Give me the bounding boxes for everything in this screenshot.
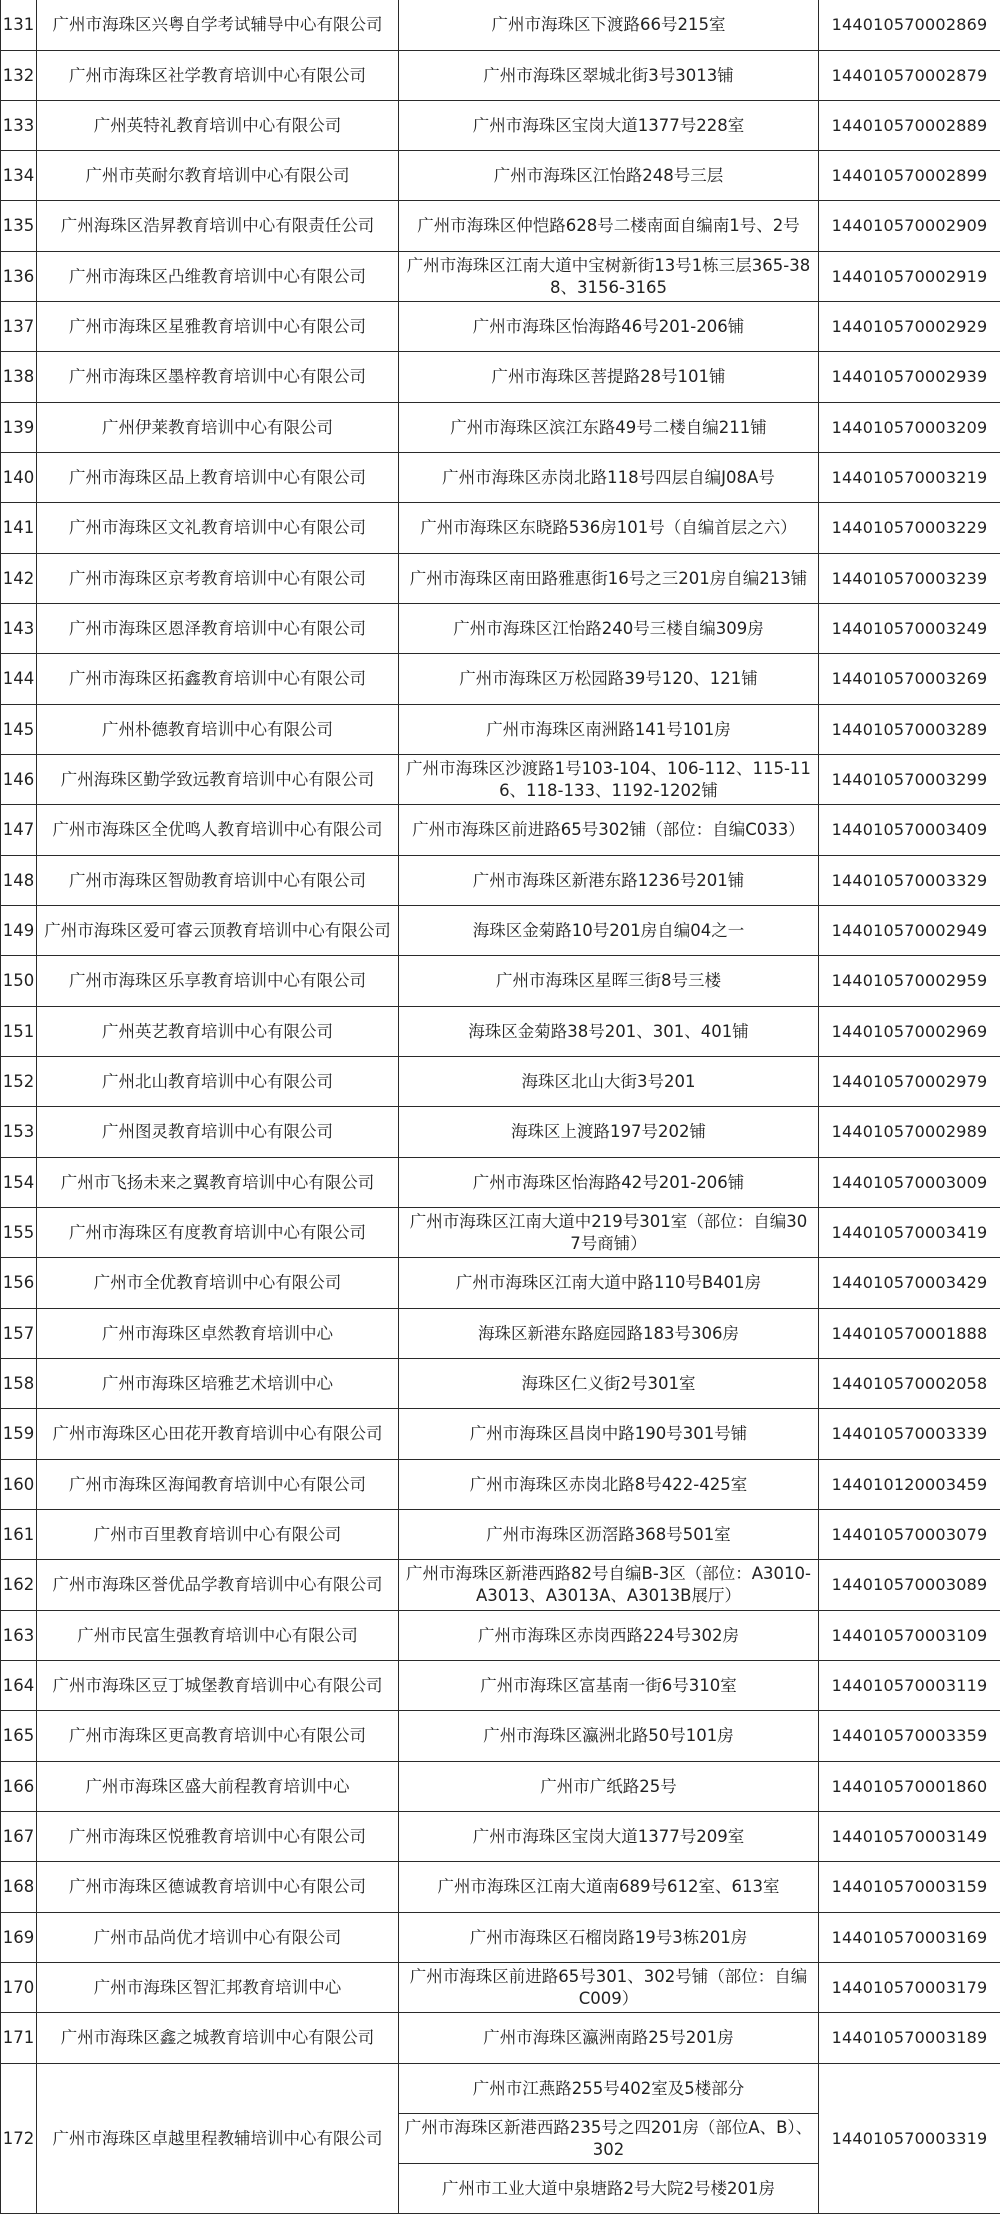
company-address: 广州市海珠区仲恺路628号二楼南面自编南1号、2号 <box>399 201 819 252</box>
company-address: 广州市海珠区滨江东路49号二楼自编211铺 <box>399 403 819 453</box>
row-number: 149 <box>1 906 37 956</box>
company-address: 广州市海珠区怡海路42号201-206铺 <box>399 1158 819 1208</box>
row-number: 132 <box>1 51 37 101</box>
table-row <box>1 1812 1000 1862</box>
registry-table-body <box>1 0 1000 2214</box>
company-name: 广州市民富生强教育培训中心有限公司 <box>37 1611 399 1661</box>
table-row <box>1 1208 1000 1258</box>
company-address: 广州市海珠区下渡路66号215室 <box>399 0 819 51</box>
company-name: 广州市海珠区豆丁城堡教育培训中心有限公司 <box>37 1661 399 1711</box>
registration-code: 144010570002919 <box>819 252 1000 302</box>
registration-code: 144010570002949 <box>819 906 1000 956</box>
table-row <box>1 705 1000 755</box>
row-number: 156 <box>1 1258 37 1309</box>
company-name: 广州市海珠区全优鸣人教育培训中心有限公司 <box>37 805 399 856</box>
company-address: 广州市江燕路255号402室及5楼部分 <box>399 2064 819 2114</box>
registration-code: 144010570003409 <box>819 805 1000 856</box>
row-number: 160 <box>1 1460 37 1510</box>
company-address: 广州市海珠区瀛洲北路50号101房 <box>399 1711 819 1762</box>
registration-code: 144010570003219 <box>819 453 1000 503</box>
company-name: 广州市海珠区鑫之城教育培训中心有限公司 <box>37 2013 399 2064</box>
company-address: 海珠区上渡路197号202铺 <box>399 1107 819 1158</box>
registration-code: 144010570002869 <box>819 0 1000 51</box>
company-address: 广州市海珠区南田路雅惠街16号之三201房自编213铺 <box>399 554 819 604</box>
row-number: 167 <box>1 1812 37 1862</box>
row-number: 155 <box>1 1208 37 1258</box>
table-row <box>1 1913 1000 1963</box>
row-number: 131 <box>1 0 37 51</box>
registration-code: 144010570002889 <box>819 101 1000 151</box>
company-address: 海珠区金菊路38号201、301、401铺 <box>399 1007 819 1057</box>
registration-code: 144010570003299 <box>819 755 1000 805</box>
registration-code: 144010570002879 <box>819 51 1000 101</box>
registration-code: 144010570003009 <box>819 1158 1000 1208</box>
company-address: 广州市海珠区昌岗中路190号301号铺 <box>399 1409 819 1460</box>
company-address: 广州市海珠区菩提路28号101铺 <box>399 352 819 403</box>
registration-code: 144010570003189 <box>819 2013 1000 2064</box>
table-row <box>1 1158 1000 1208</box>
company-name: 广州市海珠区乐享教育培训中心有限公司 <box>37 956 399 1007</box>
registration-code: 144010570003169 <box>819 1913 1000 1963</box>
company-name: 广州市海珠区社学教育培训中心有限公司 <box>37 51 399 101</box>
table-row <box>1 1661 1000 1711</box>
company-address: 广州市工业大道中泉塘路2号大院2号楼201房 <box>399 2164 819 2214</box>
table-row <box>1 1963 1000 2013</box>
company-address: 广州市海珠区赤岗西路224号302房 <box>399 1611 819 1661</box>
registration-code: 144010570001860 <box>819 1762 1000 1812</box>
company-name: 广州市海珠区兴粤自学考试辅导中心有限公司 <box>37 0 399 51</box>
row-number: 135 <box>1 201 37 252</box>
table-row <box>1 2013 1000 2064</box>
row-number: 166 <box>1 1762 37 1812</box>
registration-code: 144010570003209 <box>819 403 1000 453</box>
company-name: 广州市海珠区海闻教育培训中心有限公司 <box>37 1460 399 1510</box>
registration-code: 144010570002959 <box>819 956 1000 1007</box>
company-address: 广州市海珠区新港西路82号自编B-3区（部位：A3010-A3013、A3013A、A3013B展厅） <box>399 1560 819 1611</box>
registration-code: 144010570003249 <box>819 604 1000 654</box>
company-address: 广州市海珠区星晖三街8号三楼 <box>399 956 819 1007</box>
row-number: 164 <box>1 1661 37 1711</box>
company-address: 广州市海珠区万松园路39号120、121铺 <box>399 654 819 705</box>
registration-code: 144010570001888 <box>819 1309 1000 1359</box>
company-name: 广州图灵教育培训中心有限公司 <box>37 1107 399 1158</box>
company-name: 广州市海珠区誉优品学教育培训中心有限公司 <box>37 1560 399 1611</box>
table-row <box>1 453 1000 503</box>
company-name: 广州市百里教育培训中心有限公司 <box>37 1510 399 1560</box>
company-name: 广州海珠区勤学致远教育培训中心有限公司 <box>37 755 399 805</box>
table-row <box>1 1107 1000 1158</box>
company-name: 广州市海珠区拓鑫教育培训中心有限公司 <box>37 654 399 705</box>
registration-code: 144010570003319 <box>819 2064 1000 2214</box>
table-row <box>1 1762 1000 1812</box>
registration-code: 144010570003079 <box>819 1510 1000 1560</box>
company-address: 广州市海珠区富基南一街6号310室 <box>399 1661 819 1711</box>
registration-code: 144010570003419 <box>819 1208 1000 1258</box>
row-number: 150 <box>1 956 37 1007</box>
registration-code: 144010570002969 <box>819 1007 1000 1057</box>
company-name: 广州市海珠区心田花开教育培训中心有限公司 <box>37 1409 399 1460</box>
company-address: 广州市海珠区江南大道南689号612室、613室 <box>399 1862 819 1913</box>
registration-code: 144010570003159 <box>819 1862 1000 1913</box>
row-number: 157 <box>1 1309 37 1359</box>
registration-code: 144010570003429 <box>819 1258 1000 1309</box>
company-address: 广州市海珠区翠城北街3号3013铺 <box>399 51 819 101</box>
company-name: 广州海珠区浩昇教育培训中心有限责任公司 <box>37 201 399 252</box>
registration-code: 144010570003329 <box>819 856 1000 906</box>
registration-code: 144010570002058 <box>819 1359 1000 1409</box>
table-row <box>1 1057 1000 1107</box>
registration-code: 144010570003289 <box>819 705 1000 755</box>
row-number: 145 <box>1 705 37 755</box>
table-row <box>1 1862 1000 1913</box>
registration-code: 144010570002929 <box>819 302 1000 352</box>
company-name: 广州市海珠区卓然教育培训中心 <box>37 1309 399 1359</box>
table-row <box>1 302 1000 352</box>
row-number: 165 <box>1 1711 37 1762</box>
company-name: 广州市海珠区更高教育培训中心有限公司 <box>37 1711 399 1762</box>
table-row <box>1 101 1000 151</box>
table-row <box>1 151 1000 201</box>
company-name: 广州市海珠区文礼教育培训中心有限公司 <box>37 503 399 554</box>
table-row <box>1 1359 1000 1409</box>
table-row <box>1 1460 1000 1510</box>
company-name: 广州市海珠区盛大前程教育培训中心 <box>37 1762 399 1812</box>
company-address: 广州市海珠区赤岗北路118号四层自编J08A号 <box>399 453 819 503</box>
row-number: 142 <box>1 554 37 604</box>
company-address: 广州市海珠区宝岗大道1377号228室 <box>399 101 819 151</box>
registration-code: 144010570003239 <box>819 554 1000 604</box>
company-address: 广州市海珠区前进路65号302铺（部位：自编C033） <box>399 805 819 856</box>
registration-code: 144010570003179 <box>819 1963 1000 2013</box>
table-row <box>1 352 1000 403</box>
company-name: 广州市海珠区智汇邦教育培训中心 <box>37 1963 399 2013</box>
company-address: 海珠区北山大街3号201 <box>399 1057 819 1107</box>
company-name: 广州市海珠区爱可睿云顶教育培训中心有限公司 <box>37 906 399 956</box>
row-number: 171 <box>1 2013 37 2064</box>
company-address: 广州市海珠区沥滘路368号501室 <box>399 1510 819 1560</box>
company-name: 广州市海珠区墨梓教育培训中心有限公司 <box>37 352 399 403</box>
row-number: 147 <box>1 805 37 856</box>
company-name: 广州英艺教育培训中心有限公司 <box>37 1007 399 1057</box>
row-number: 137 <box>1 302 37 352</box>
company-name: 广州市海珠区凸维教育培训中心有限公司 <box>37 252 399 302</box>
company-address: 海珠区金菊路10号201房自编04之一 <box>399 906 819 956</box>
registration-code: 144010570003089 <box>819 1560 1000 1611</box>
row-number: 146 <box>1 755 37 805</box>
company-address: 广州市海珠区江南大道中宝树新街13号1栋三层365-388、3156-3165 <box>399 252 819 302</box>
registration-code: 144010570003359 <box>819 1711 1000 1762</box>
company-address: 广州市广纸路25号 <box>399 1762 819 1812</box>
company-name: 广州市海珠区京考教育培训中心有限公司 <box>37 554 399 604</box>
row-number: 168 <box>1 1862 37 1913</box>
row-number: 141 <box>1 503 37 554</box>
company-address: 广州市海珠区江南大道中路110号B401房 <box>399 1258 819 1309</box>
company-address: 广州市海珠区瀛洲南路25号201房 <box>399 2013 819 2064</box>
table-row <box>1 805 1000 856</box>
company-name: 广州朴德教育培训中心有限公司 <box>37 705 399 755</box>
row-number: 140 <box>1 453 37 503</box>
company-name: 广州市飞扬未来之翼教育培训中心有限公司 <box>37 1158 399 1208</box>
company-address: 广州市海珠区沙渡路1号103-104、106-112、115-116、118-133、1192-1202铺 <box>399 755 819 805</box>
row-number: 162 <box>1 1560 37 1611</box>
company-address: 广州市海珠区新港西路235号之四201房（部位A、B）、302 <box>399 2114 819 2164</box>
row-number: 158 <box>1 1359 37 1409</box>
company-address: 广州市海珠区赤岗北路8号422-425室 <box>399 1460 819 1510</box>
company-name: 广州伊莱教育培训中心有限公司 <box>37 403 399 453</box>
row-number: 144 <box>1 654 37 705</box>
row-number: 154 <box>1 1158 37 1208</box>
registration-code: 144010570003269 <box>819 654 1000 705</box>
table-row <box>1 201 1000 252</box>
table-row <box>1 51 1000 101</box>
row-number: 138 <box>1 352 37 403</box>
row-number: 136 <box>1 252 37 302</box>
company-name: 广州市海珠区卓越里程教辅培训中心有限公司 <box>37 2064 399 2214</box>
table-row <box>1 1510 1000 1560</box>
company-name: 广州市海珠区培雅艺术培训中心 <box>37 1359 399 1409</box>
table-row <box>1 1309 1000 1359</box>
registration-code: 144010570002979 <box>819 1057 1000 1107</box>
company-name: 广州英特礼教育培训中心有限公司 <box>37 101 399 151</box>
table-row <box>1 755 1000 805</box>
registration-code: 144010570003109 <box>819 1611 1000 1661</box>
table-row <box>1 956 1000 1007</box>
company-name: 广州市海珠区恩泽教育培训中心有限公司 <box>37 604 399 654</box>
row-number: 151 <box>1 1007 37 1057</box>
row-number: 139 <box>1 403 37 453</box>
table-row <box>1 1611 1000 1661</box>
table-row <box>1 604 1000 654</box>
company-address: 广州市海珠区江怡路248号三层 <box>399 151 819 201</box>
company-name: 广州市全优教育培训中心有限公司 <box>37 1258 399 1309</box>
registration-code: 144010570003339 <box>819 1409 1000 1460</box>
row-number: 133 <box>1 101 37 151</box>
row-number: 163 <box>1 1611 37 1661</box>
table-row <box>1 554 1000 604</box>
company-address: 广州市海珠区南洲路141号101房 <box>399 705 819 755</box>
registration-code: 144010570002939 <box>819 352 1000 403</box>
table-row <box>1 503 1000 554</box>
table-row <box>1 1007 1000 1057</box>
company-name: 广州市海珠区星雅教育培训中心有限公司 <box>37 302 399 352</box>
company-name: 广州市海珠区有度教育培训中心有限公司 <box>37 1208 399 1258</box>
registration-code: 144010120003459 <box>819 1460 1000 1510</box>
company-address: 广州市海珠区宝岗大道1377号209室 <box>399 1812 819 1862</box>
company-address: 海珠区仁义街2号301室 <box>399 1359 819 1409</box>
row-number: 143 <box>1 604 37 654</box>
row-number: 152 <box>1 1057 37 1107</box>
row-number: 134 <box>1 151 37 201</box>
company-name: 广州市海珠区品上教育培训中心有限公司 <box>37 453 399 503</box>
registration-code: 144010570002989 <box>819 1107 1000 1158</box>
registration-code: 144010570002899 <box>819 151 1000 201</box>
table-row <box>1 403 1000 453</box>
table-row <box>1 1258 1000 1309</box>
table-row <box>1 1409 1000 1460</box>
company-address: 广州市海珠区江怡路240号三楼自编309房 <box>399 604 819 654</box>
registration-code: 144010570003229 <box>819 503 1000 554</box>
row-number: 159 <box>1 1409 37 1460</box>
company-name: 广州市英耐尔教育培训中心有限公司 <box>37 151 399 201</box>
row-number: 161 <box>1 1510 37 1560</box>
row-number: 153 <box>1 1107 37 1158</box>
company-address: 广州市海珠区江南大道中219号301室（部位：自编307号商铺） <box>399 1208 819 1258</box>
company-name: 广州市海珠区德诚教育培训中心有限公司 <box>37 1862 399 1913</box>
table-row <box>1 1560 1000 1611</box>
company-address: 广州市海珠区怡海路46号201-206铺 <box>399 302 819 352</box>
company-name: 广州市品尚优才培训中心有限公司 <box>37 1913 399 1963</box>
company-address: 海珠区新港东路庭园路183号306房 <box>399 1309 819 1359</box>
company-address: 广州市海珠区石榴岗路19号3栋201房 <box>399 1913 819 1963</box>
table-row <box>1 2064 1000 2114</box>
table-row <box>1 1711 1000 1762</box>
table-row <box>1 654 1000 705</box>
registration-code: 144010570002909 <box>819 201 1000 252</box>
row-number: 170 <box>1 1963 37 2013</box>
company-address: 广州市海珠区东晓路536房101号（自编首层之六） <box>399 503 819 554</box>
table-row <box>1 856 1000 906</box>
company-address: 广州市海珠区前进路65号301、302号铺（部位：自编C009） <box>399 1963 819 2013</box>
company-name: 广州市海珠区悦雅教育培训中心有限公司 <box>37 1812 399 1862</box>
row-number: 148 <box>1 856 37 906</box>
row-number: 172 <box>1 2064 37 2214</box>
company-name: 广州北山教育培训中心有限公司 <box>37 1057 399 1107</box>
table-row <box>1 252 1000 302</box>
registration-code: 144010570003149 <box>819 1812 1000 1862</box>
registration-code: 144010570003119 <box>819 1661 1000 1711</box>
table-row <box>1 0 1000 51</box>
company-address: 广州市海珠区新港东路1236号201铺 <box>399 856 819 906</box>
company-name: 广州市海珠区智勋教育培训中心有限公司 <box>37 856 399 906</box>
row-number: 169 <box>1 1913 37 1963</box>
table-row <box>1 906 1000 956</box>
